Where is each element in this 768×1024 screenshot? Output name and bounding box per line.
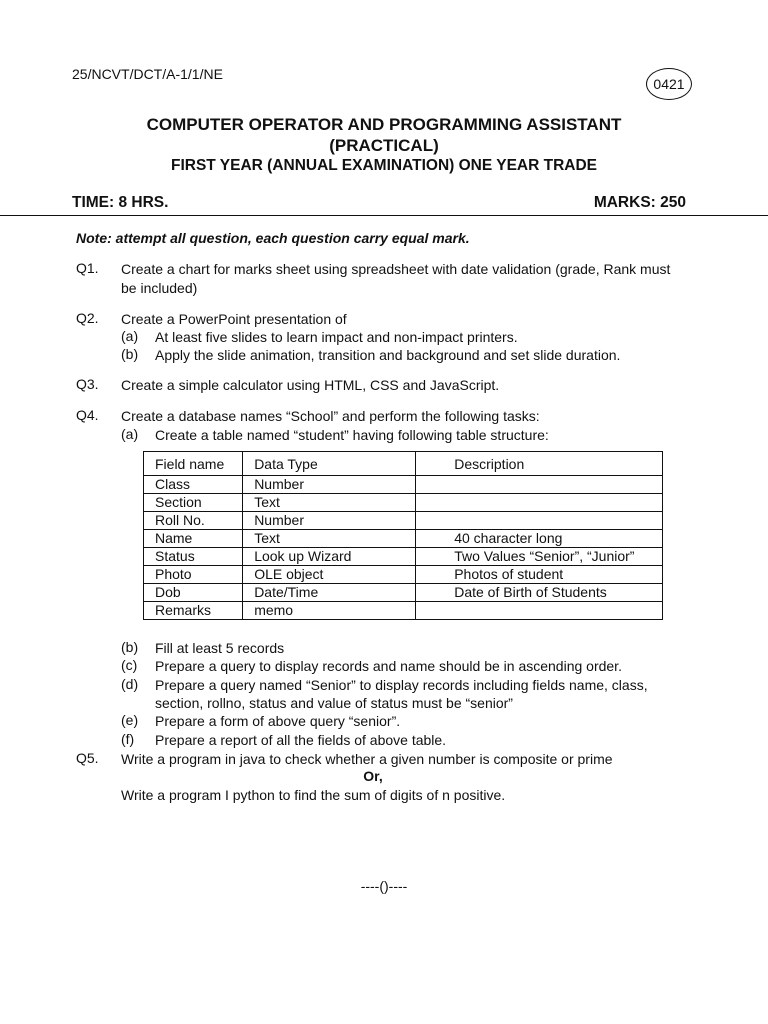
- subpart-text-q2b: Apply the slide animation, transition and background and set slide duration.: [155, 347, 621, 363]
- table-cell-description: 40 character long: [416, 530, 663, 548]
- subpart-text-q4e: Prepare a form of above query “senior”.: [155, 713, 401, 729]
- table-row: [144, 602, 663, 620]
- subpart-label-q4b: (b): [121, 639, 139, 655]
- table-cell-type: Date/Time: [243, 584, 416, 602]
- end-marker: ----()----: [360, 878, 408, 894]
- exam-time: TIME: 8 HRS.: [72, 194, 169, 211]
- table-cell-type: Look up Wizard: [243, 548, 416, 566]
- student-table-structure: [143, 451, 663, 620]
- question-number-q5: Q5.: [76, 750, 99, 766]
- subpart-text-q4d-line2: section, rollno, status and value of status must be “senior”: [155, 695, 513, 711]
- question-text-q1-line2: be included): [121, 280, 198, 296]
- table-cell-type: Text: [243, 530, 416, 548]
- exam-description: FIRST YEAR (ANNUAL EXAMINATION) ONE YEAR TRADE: [171, 157, 597, 174]
- question-text-q5-alt: Write a program I python to find the sum of digits of n positive.: [121, 787, 506, 803]
- subpart-text-q4b: Fill at least 5 records: [155, 640, 285, 656]
- table-header-field-name: Field name: [144, 452, 243, 476]
- exam-title: COMPUTER OPERATOR AND PROGRAMMING ASSISTANT: [146, 115, 622, 134]
- table-cell-type: Number: [243, 476, 416, 494]
- question-text-q4: Create a database names “School” and perform the following tasks:: [121, 408, 540, 424]
- table-row: [144, 476, 663, 494]
- subpart-label-q4e: (e): [121, 712, 139, 728]
- table-cell-field: Section: [144, 494, 243, 512]
- subpart-text-q2a: At least five slides to learn impact and non-impact printers.: [155, 329, 518, 345]
- question-text-q2: Create a PowerPoint presentation of: [121, 311, 347, 327]
- table-cell-field: Status: [144, 548, 243, 566]
- subpart-label-q4d: (d): [121, 676, 139, 692]
- paper-number-badge: [646, 68, 692, 100]
- table-cell-description: [416, 602, 663, 620]
- table-cell-field: Photo: [144, 566, 243, 584]
- subpart-label-q2b: (b): [121, 346, 139, 362]
- question-text-q1: [121, 260, 696, 298]
- question-text-q3: Create a simple calculator using HTML, CSS and JavaScript.: [121, 377, 500, 393]
- table-header-description: Description: [416, 452, 663, 476]
- table-cell-description: [416, 512, 663, 530]
- subpart-text-q4d-line1: Prepare a query named “Senior” to display records including fields name, class,: [155, 677, 648, 693]
- table-cell-description: Photos of student: [416, 566, 663, 584]
- table-row: [144, 494, 663, 512]
- question-text-q1-line1: Create a chart for marks sheet using spreadsheet with date validation (grade, Rank must: [121, 261, 671, 277]
- paper-code: 25/NCVT/DCT/A-1/1/NE: [72, 66, 223, 82]
- table-cell-type: memo: [243, 602, 416, 620]
- table-row: [144, 512, 663, 530]
- table-row: [144, 548, 663, 566]
- paper-number: 0421: [653, 76, 685, 92]
- table-cell-type: Number: [243, 512, 416, 530]
- table-header-data-type: Data Type: [243, 452, 416, 476]
- table-cell-description: Two Values “Senior”, “Junior”: [416, 548, 663, 566]
- subpart-text-q4f: Prepare a report of all the fields of above table.: [155, 732, 447, 748]
- subpart-text-q4a: Create a table named “student” having following table structure:: [155, 427, 549, 443]
- table-cell-type: OLE object: [243, 566, 416, 584]
- subpart-text-q4d: [155, 676, 695, 712]
- subpart-label-q4f: (f): [121, 731, 135, 747]
- subpart-label-q4c: (c): [121, 657, 138, 673]
- table-cell-field: Class: [144, 476, 243, 494]
- table-cell-field: Remarks: [144, 602, 243, 620]
- question-number-q4: Q4.: [76, 407, 99, 423]
- table-row: [144, 530, 663, 548]
- question-number-q2: Q2.: [76, 310, 99, 326]
- table-header-row: [144, 452, 663, 476]
- question-number-q3: Q3.: [76, 376, 99, 392]
- exam-marks: MARKS: 250: [593, 194, 686, 211]
- table-cell-type: Text: [243, 494, 416, 512]
- table-cell-field: Dob: [144, 584, 243, 602]
- subpart-text-q4c: Prepare a query to display records and name should be in ascending order.: [155, 658, 622, 674]
- question-text-q5: Write a program in java to check whether a given number is composite or prime: [121, 751, 613, 767]
- exam-subtitle: (PRACTICAL): [329, 136, 439, 155]
- or-separator: Or,: [363, 768, 383, 784]
- table-cell-field: Roll No.: [144, 512, 243, 530]
- table-cell-description: Date of Birth of Students: [416, 584, 663, 602]
- table-cell-description: [416, 494, 663, 512]
- header-divider: [0, 215, 768, 216]
- table-cell-field: Name: [144, 530, 243, 548]
- table-cell-description: [416, 476, 663, 494]
- subpart-label-q2a: (a): [121, 328, 139, 344]
- instructions-note: Note: attempt all question, each question carry equal mark.: [76, 230, 470, 246]
- table-row: [144, 566, 663, 584]
- question-number-q1: Q1.: [76, 260, 99, 276]
- subpart-label-q4a: (a): [121, 426, 139, 442]
- table-row: [144, 584, 663, 602]
